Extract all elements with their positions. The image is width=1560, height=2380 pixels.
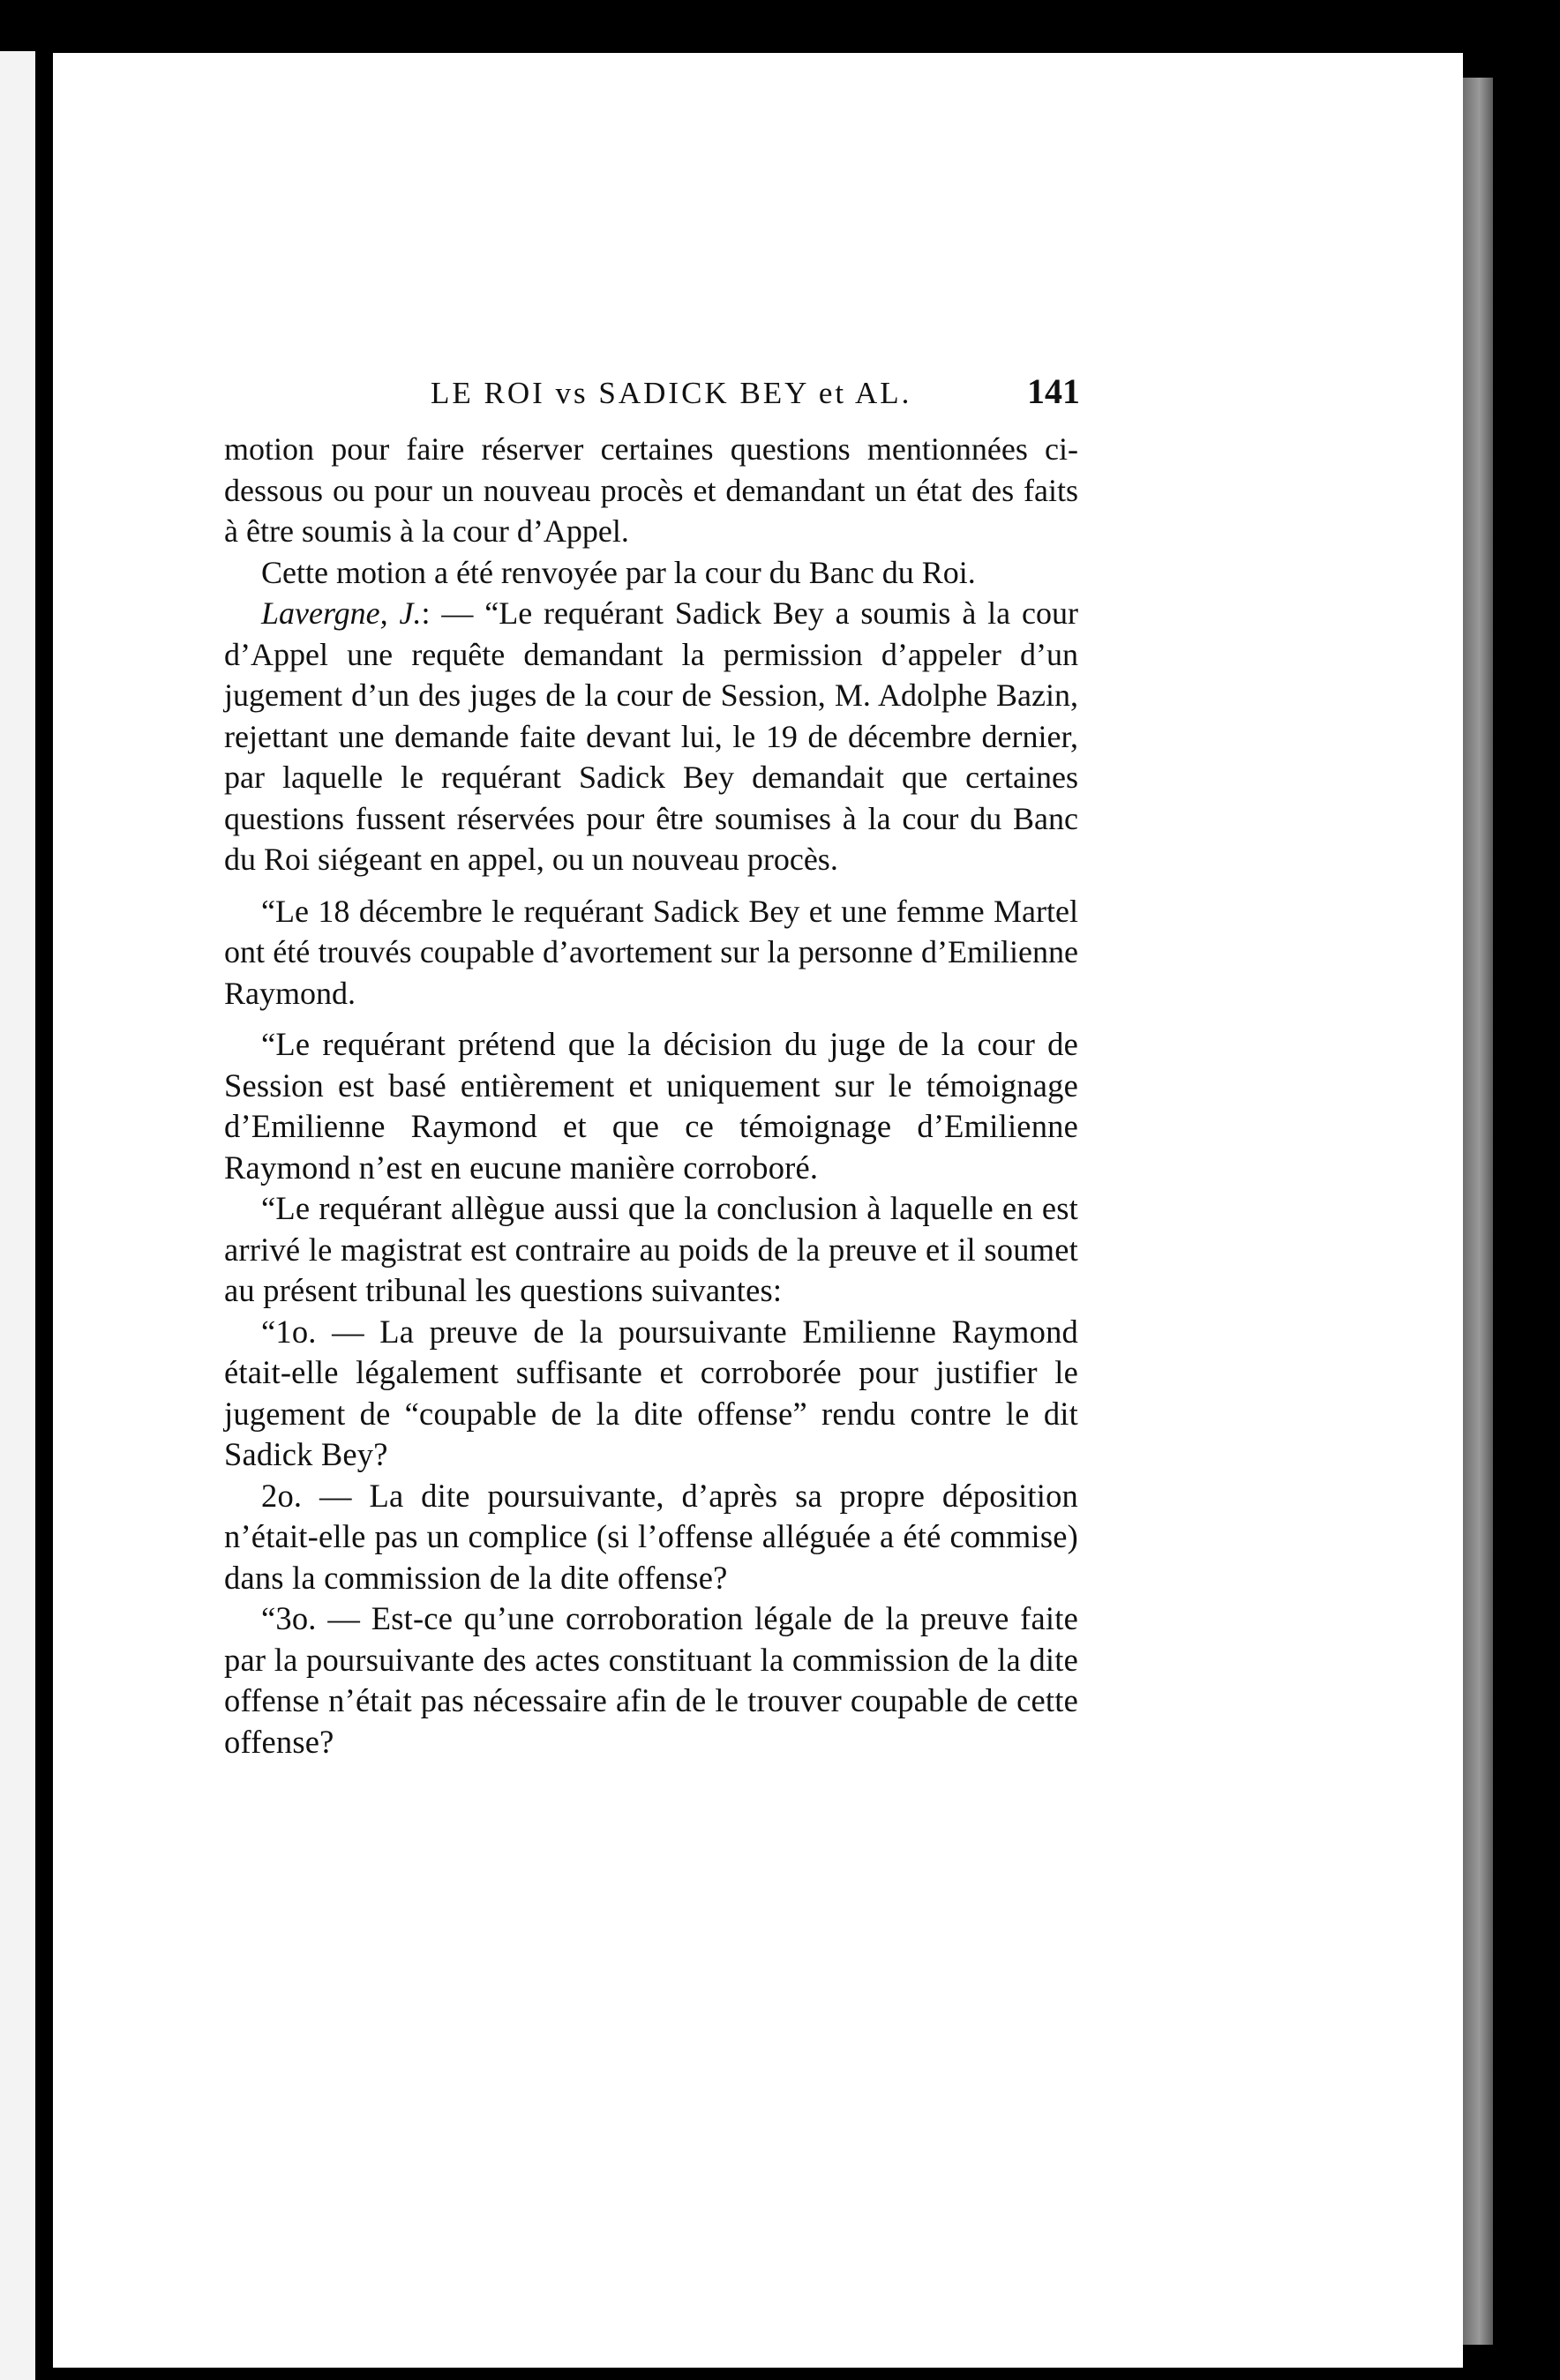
paragraph-3-text: : — “Le requérant Sadick Bey a soumis à la cour d’Appel une requête demandant la permission d’appeler d’un jugement d’un des juges de la cour de Session, M. Adolphe Bazin, rejettant une demande faite devant lui, le 19 de décembre dernier, par laquelle le requérant Sadick Bey demandait que certaines questions fussent réservées pour être soumises à la cour du Banc du Roi siégeant en appel, ou un nouveau procès. bbox=[224, 595, 1078, 877]
running-title: LE ROI vs SADICK BEY et AL. bbox=[431, 376, 912, 410]
page-header bbox=[431, 370, 1080, 423]
facing-page-edge bbox=[0, 51, 35, 2380]
question-3: “3o. — Est-ce qu’une corroboration légale de la preuve faite par la poursuivante des actes constituant la commission de la dite offense n’était pas nécessaire afin de le trouver coupable de cette offense? bbox=[224, 1600, 1078, 1760]
paragraph-5: “Le requérant prétend que la décision du juge de la cour de Session est basé entièrement et uniquement sur le témoignage d’Emilienne Raymond et que ce témoignage d’Emilienne Raymond n’est en eucune manière corroboré. bbox=[224, 1026, 1078, 1186]
paragraph-6: “Le requérant allègue aussi que la conclusion à laquelle en est arrivé le magistrat est contraire au poids de la preuve et il soumet au présent tribunal les questions suivantes: bbox=[224, 1190, 1078, 1308]
paragraph-1: motion pour faire réserver certaines questions mentionnées ci-dessous ou pour un nouveau procès et demandant un état des faits à être soumis à la cour d’Appel. bbox=[224, 431, 1078, 549]
question-1: “1o. — La preuve de la poursuivante Emilienne Raymond était-elle légalement suffisante et corroborée pour justifier le jugement de “coupable de la dite offense” rendu contre le dit Sadick Bey? bbox=[224, 1313, 1078, 1472]
page-number: 141 bbox=[1027, 371, 1080, 411]
judge-name: Lavergne, J. bbox=[261, 595, 422, 631]
paragraph-4: “Le 18 décembre le requérant Sadick Bey et une femme Martel ont été trouvés coupable d’avortement sur la personne d’Emilienne Raymond. bbox=[224, 893, 1078, 1011]
page-stack-edge bbox=[1463, 78, 1493, 2345]
paragraph-2: Cette motion a été renvoyée par la cour du Banc du Roi. bbox=[261, 554, 976, 590]
question-2: 2o. — La dite poursuivante, d’après sa propre déposition n’était-elle pas un complice (si l’offense alléguée a été commise) dans la commission de la dite offense? bbox=[224, 1477, 1078, 1596]
page-body bbox=[224, 429, 1078, 1763]
paragraph-3 bbox=[224, 593, 1078, 880]
binding-gutter bbox=[35, 51, 53, 2380]
